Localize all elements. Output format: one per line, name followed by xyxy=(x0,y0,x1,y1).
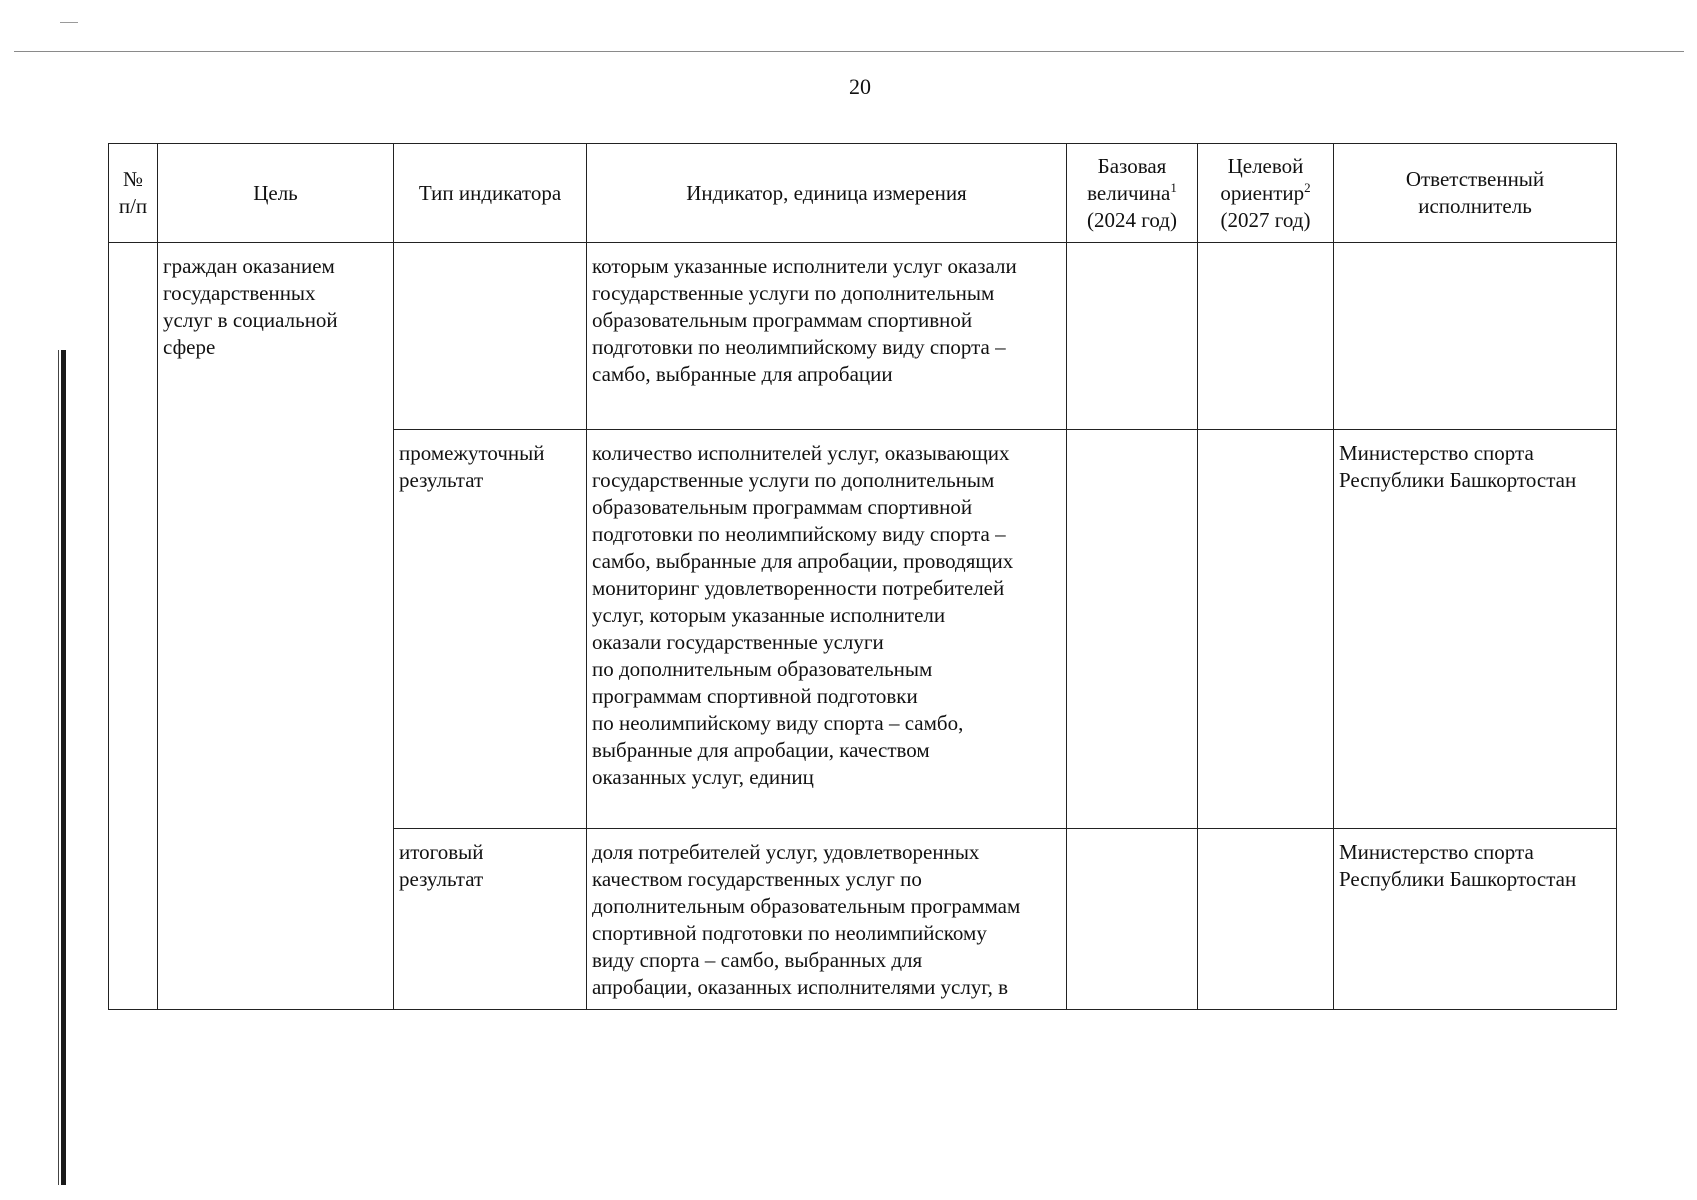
cell-responsible: Министерство спорта Республики Башкортостан xyxy=(1334,430,1617,829)
header-base-value: Базовая величина$^1$ (2024 год) xyxy=(1067,144,1198,243)
footnote-1-marker: 1 xyxy=(1170,179,1177,195)
cell-target xyxy=(1198,430,1334,829)
cell-target xyxy=(1198,243,1334,430)
binding-edge-mark xyxy=(61,350,66,1185)
cell-indicator-type: промежуточный результат xyxy=(394,430,587,829)
indicators-table-container xyxy=(108,143,1617,1010)
footnote-2-marker: 2 xyxy=(1304,179,1311,195)
cell-base-value xyxy=(1067,829,1198,1010)
cell-indicator-type: итоговый результат xyxy=(394,829,587,1010)
header-goal: Цель xyxy=(158,144,394,243)
header-indicator: Индикатор, единица измерения xyxy=(587,144,1067,243)
cell-number xyxy=(109,243,158,1010)
page-number: 20 xyxy=(849,74,871,99)
binding-edge-line xyxy=(58,350,59,1185)
indicators-table xyxy=(108,143,1617,1010)
header-target: Целевой ориентир$^2$ (2027 год) xyxy=(1198,144,1334,243)
header-number: № п/п xyxy=(109,144,158,243)
cell-base-value xyxy=(1067,243,1198,430)
cell-responsible xyxy=(1334,243,1617,430)
cell-indicator: количество исполнителей услуг, оказывающих государственные услуги по дополнительным образовательным программам спортивной подготовки по неолимпийскому виду спорта – самбо, выбранные для апробации, проводящих мониторинг удовлетворенности потребителей услуг, которым указанные исполнители оказали государственные услуги по дополнительным образовательным программам спортивной подготовки по неолимпийскому виду спорта – самбо, выбранные для апробации, качеством оказанных услуг, единиц xyxy=(587,430,1067,829)
cell-indicator: доля потребителей услуг, удовлетворенных качеством государственных услуг по дополнительным образовательным программам спортивной подготовки по неолимпийскому виду спорта – самбо, выбранных для апробации, оказанных исполнителями услуг, в xyxy=(587,829,1067,1010)
table-header-row xyxy=(109,144,1617,243)
header-indicator-type: Тип индикатора xyxy=(394,144,587,243)
cell-indicator-type xyxy=(394,243,587,430)
cell-indicator: которым указанные исполнители услуг оказали государственные услуги по дополнительным образовательным программам спортивной подготовки по неолимпийскому виду спорта – самбо, выбранные для апробации xyxy=(587,243,1067,430)
cell-target xyxy=(1198,829,1334,1010)
top-corner-mark xyxy=(60,22,78,23)
cell-base-value xyxy=(1067,430,1198,829)
top-rule xyxy=(14,51,1684,52)
header-responsible: Ответственный исполнитель xyxy=(1334,144,1617,243)
cell-goal: граждан оказанием государственных услуг в социальной сфере xyxy=(158,243,394,1010)
table-row xyxy=(109,243,1617,430)
cell-responsible: Министерство спорта Республики Башкортостан xyxy=(1334,829,1617,1010)
